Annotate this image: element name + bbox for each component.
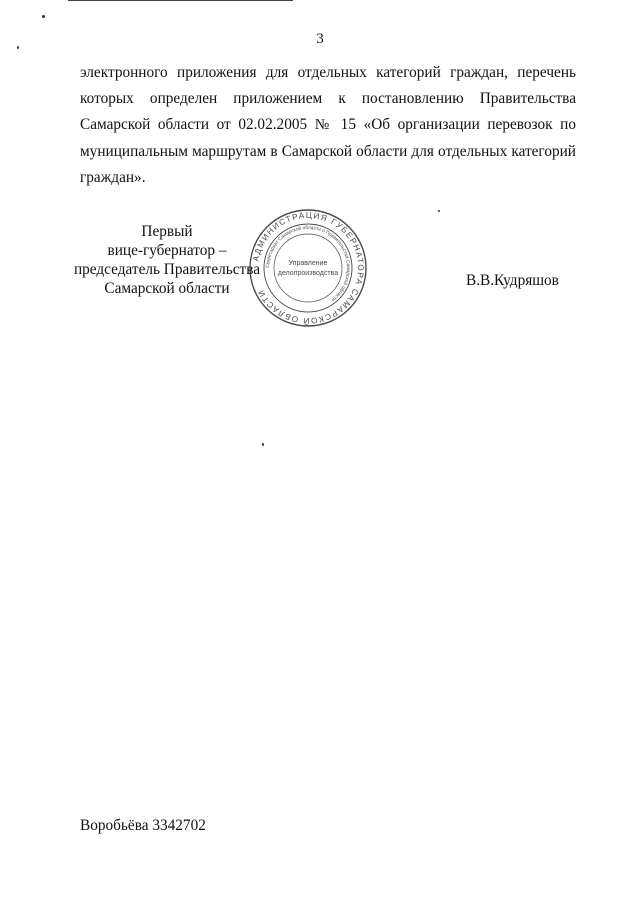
scan-artifact-line [68, 0, 293, 1]
page-number: 3 [316, 31, 324, 47]
signatory-name: В.В.Кудряшов [466, 272, 559, 289]
seal-inner-textpath: Секретариат Самарской области и Правительства Самарской области [265, 225, 351, 302]
body-line: Самарской области от 02.02.2005 № 15 «Об организации перевозок по [80, 116, 576, 134]
seal-center-line1: Управление [288, 260, 328, 267]
body-line: электронного приложения для отдельных категорий граждан, перечень [80, 64, 576, 81]
signature-title-line1: Первый [141, 223, 193, 240]
seal-inner-ring [274, 234, 342, 302]
body-line: которых определен приложением к постановлению Правительства [80, 90, 576, 108]
signature-title-line4: Самарской области [104, 280, 230, 297]
signature-block [62, 222, 272, 298]
scan-artifact-dot [262, 443, 264, 446]
signature-title-line3: председатель Правительства [73, 261, 261, 278]
scan-artifact-dot [42, 15, 45, 18]
signature-title-line2: вице-губернатор – [107, 242, 227, 259]
body-line: граждан». [80, 168, 146, 186]
seal-middle-ring [264, 224, 352, 312]
scan-artifact-dot [438, 210, 440, 212]
executor-contact: Воробьёва 3342702 [80, 817, 206, 834]
body-paragraph [80, 60, 576, 191]
seal-center-line2: делопроизводства [277, 270, 339, 277]
seal-outer-textpath: АДМИНИСТРАЦИЯ ГУБЕРНАТОРА САМАРСКОЙ ОБЛАСТИ [251, 210, 366, 326]
body-line: муниципальным маршрутам в Самарской области для отдельных категорий [80, 142, 576, 160]
